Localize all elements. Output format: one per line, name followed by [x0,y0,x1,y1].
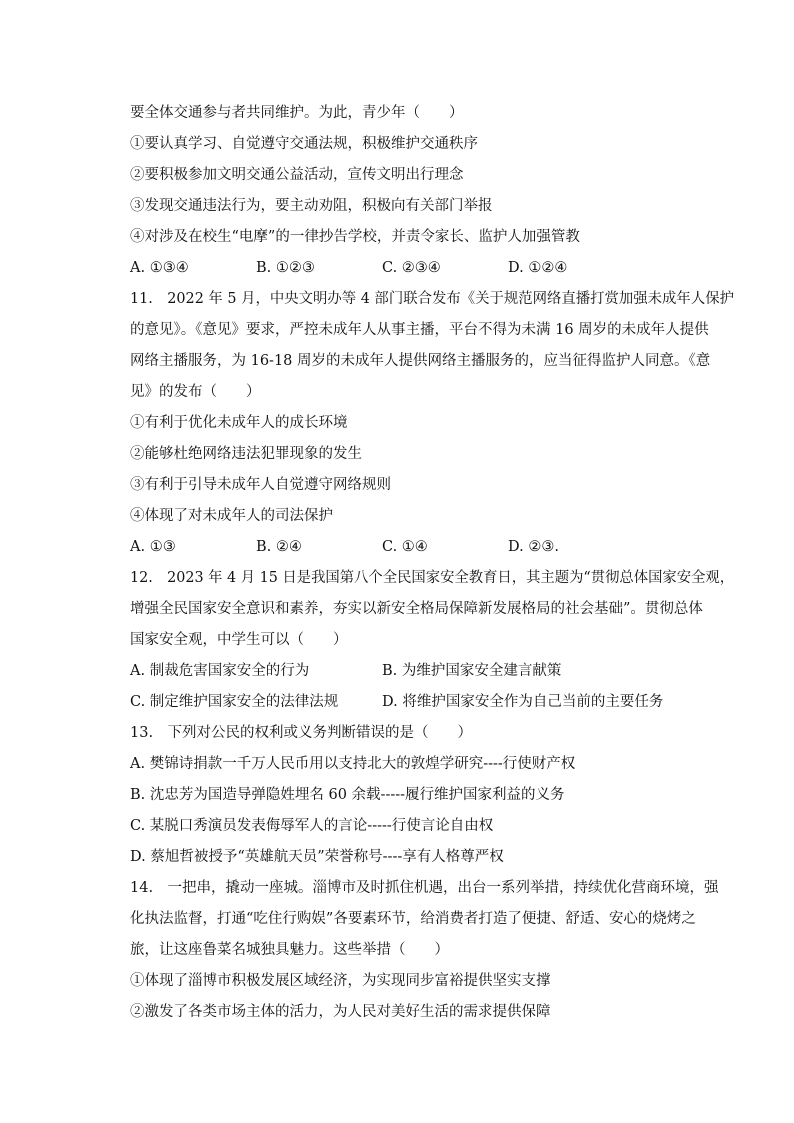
q13-option-a[interactable]: A. 樊锦诗捐款一千万人民币用以支持北大的敦煌学研究----行使财产权 [130,756,576,772]
q12-option-b[interactable]: B. 为维护国家安全建言献策 [382,663,562,679]
q14-item-1: ①体现了淄博市积极发展区域经济，为实现同步富裕提供坚实支撑 [130,973,551,989]
q10-option-a[interactable]: A. ①③④ [130,260,189,276]
q14-item-2: ②激发了各类市场主体的活力，为人民对美好生活的需求提供保障 [130,1004,551,1020]
q11-option-c[interactable]: C. ①④ [382,539,428,555]
q13-stem-line-1: 13. 下列对公民的权利或义务判断错误的是（ ） [130,725,473,741]
q11-stem-line-3: 网络主播服务，为 16-18 周岁的未成年人提供网络主播服务的，应当征得监护人同意。《意 [130,353,711,369]
q12-stem-line-1: 12. 2023 年 4 月 15 日是我国第八个全民国家安全教育日，其主题为“贯彻总体国家安全观， [130,570,735,586]
q14-stem-line-3: 旅，让这座鲁菜名城独具魅力。这些举措（ ） [130,942,449,958]
q11-option-d[interactable]: D. ②③. [508,539,559,555]
q11-stem-line-2: 的意见》。《意见》要求，严控未成年人从事主播，平台不得为未满 16 周岁的未成年人提供 [130,322,709,338]
q11-item-2: ②能够杜绝网络违法犯罪现象的发生 [130,446,362,462]
q10-item-3: ③发现交通违法行为，要主动劝阻，积极向有关部门举报 [130,198,493,214]
q10-item-2: ②要积极参加文明交通公益活动，宣传文明出行理念 [130,167,464,183]
q12-stem-line-3: 国家安全观，中学生可以（ ） [130,632,348,648]
q10-option-d[interactable]: D. ①②④ [508,260,568,276]
q14-stem-line-2: 化执法监督，打通“吃住行购娱”各要素环节，给消费者打造了便捷、舒适、安心的烧烤之 [130,911,696,927]
q11-stem-line-4: 见》的发布（ ） [130,384,261,400]
q12-option-c[interactable]: C. 制定维护国家安全的法律法规 [130,694,339,710]
q10-item-1: ①要认真学习、自觉遵守交通法规，积极维护交通秩序 [130,136,478,152]
q13-option-d[interactable]: D. 蔡旭哲被授予“英雄航天员”荣誉称号----享有人格尊严权 [130,849,504,865]
q14-stem-line-1: 14. 一把串，撬动一座城。淄博市及时抓住机遇，出台一系列举措，持续优化营商环境，强 [130,880,719,896]
q11-option-b[interactable]: B. ②④ [256,539,302,555]
q10-item-4: ④对涉及在校生“电摩”的一律抄告学校，并责令家长、监护人加强管教 [130,229,580,245]
q10-option-c[interactable]: C. ②③④ [382,260,441,276]
q13-option-c[interactable]: C. 某脱口秀演员发表侮辱军人的言论-----行使言论自由权 [130,818,494,834]
q11-item-3: ③有利于引导未成年人自觉遵守网络规则 [130,477,391,493]
q11-item-1: ①有利于优化未成年人的成长环境 [130,415,348,431]
q10-stem-tail: 要全体交通参与者共同维护。为此，青少年（ ） [130,105,464,121]
q11-option-a[interactable]: A. ①③ [130,539,176,555]
q10-option-b[interactable]: B. ①②③ [256,260,315,276]
q11-item-4: ④体现了对未成年人的司法保护 [130,508,333,524]
q12-option-d[interactable]: D. 将维护国家安全作为自己当前的主要任务 [382,694,664,710]
q12-stem-line-2: 增强全民国家安全意识和素养，夯实以新安全格局保障新发展格局的社会基础”。贯彻总体 [130,601,703,617]
q12-option-a[interactable]: A. 制裁危害国家安全的行为 [130,663,310,679]
q13-option-b[interactable]: B. 沈忠芳为国造导弹隐姓埋名 60 余载-----履行维护国家利益的义务 [130,787,565,803]
q11-stem-line-1: 11. 2022 年 5 月，中央文明办等 4 部门联合发布《关于规范网络直播打赏加强未成年人保护 [130,291,734,307]
